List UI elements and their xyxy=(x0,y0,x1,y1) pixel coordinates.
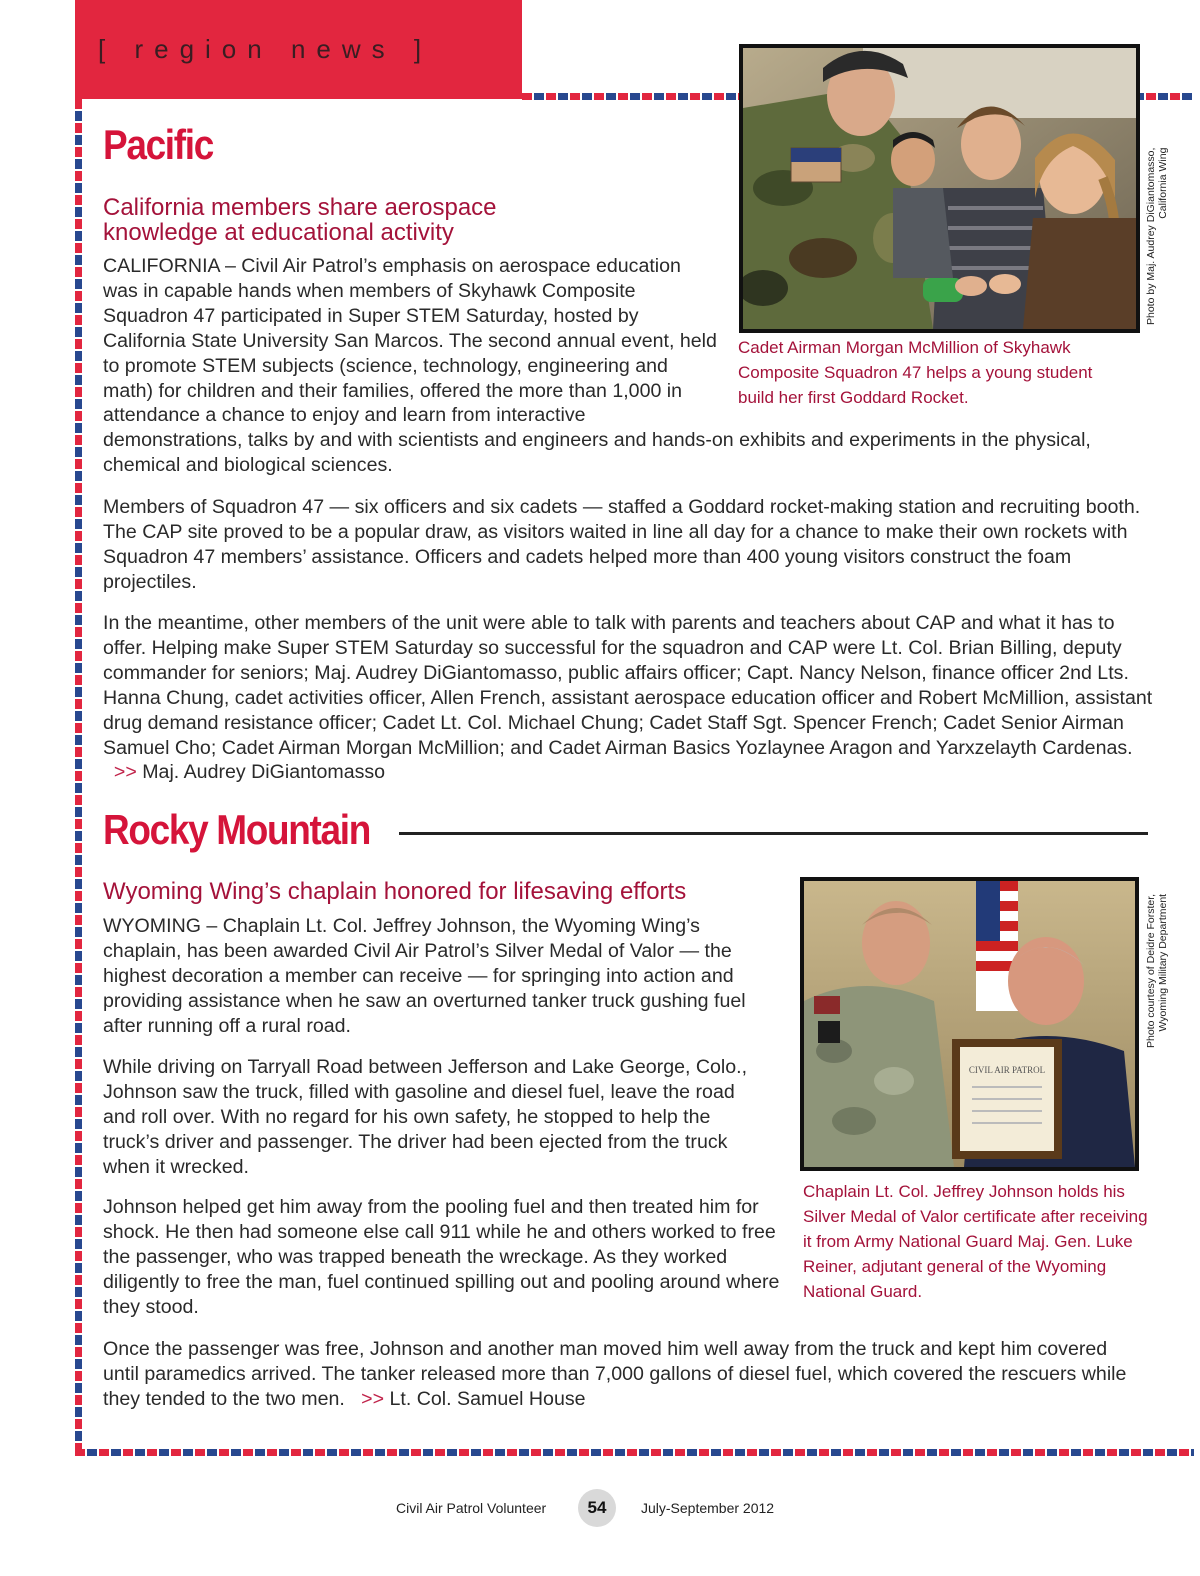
pacific-paragraph-1-wrapped xyxy=(103,254,1103,478)
rocky-paragraph-3: Johnson helped get him away from the pooling fuel and then treated him for shock. He then had someone else call 911 while he and others worked to free the passenger, who was trapped beneath the wreckage. As they worked diligently to free the man, fuel continued spilling out and pooling around where they stood. xyxy=(103,1196,780,1318)
rocky-photo-credit-line1: Photo courtesy of Deidre Forster, xyxy=(1145,893,1157,1048)
rocky-photo xyxy=(800,877,1139,1171)
page-number-badge: 54 xyxy=(578,1489,616,1527)
section-divider-rule xyxy=(399,832,1148,835)
footer-publication: Civil Air Patrol Volunteer xyxy=(396,1500,547,1516)
pacific-byline: Maj. Audrey DiGiantomasso xyxy=(142,761,386,784)
rocky-byline: Lt. Col. Samuel House xyxy=(389,1387,586,1410)
pacific-paragraph-1: CALIFORNIA – Civil Air Patrol’s emphasis on aerospace education was in capable hands when members of Skyhawk Composite Squadron 47 participated in Super STEM Saturday, hosted by California State University San Marcos. The second annual event, held to promote STEM subjects (science, technology, engineering and math) for children and their families, offered the more than 1,000 in attendance a chance to enjoy and learn from interactive demonstrations, talks by and with scientists and engineers and hands-on exhibits and experiments in the physical, chemical and biological sciences. xyxy=(103,255,1091,477)
left-stripe-border xyxy=(75,99,82,1456)
rocky-byline-arrow: >> xyxy=(361,1387,385,1410)
rocky-headline: Wyoming Wing’s chaplain honored for lifesaving efforts xyxy=(103,878,687,905)
pacific-byline-arrow: >> xyxy=(113,761,137,784)
rocky-paragraph-2: While driving on Tarryall Road between Jefferson and Lake George, Colo., Johnson saw the truck, filled with gasoline and diesel fuel, leave the road and roll over. With no regard for his own safety, he stopped to help the truck’s driver and passenger. The driver had been ejected from the truck when it wrecked. xyxy=(103,1056,748,1178)
pacific-headline-line1: California members share aerospace xyxy=(103,194,497,221)
pacific-paragraph-3-text: In the meantime, other members of the unit were able to talk with parents and teachers about CAP and what it has to offer. Helping make Super STEM Saturday so successful for the squadron and CAP were Lt. Col. Brian Billing, deputy commander for seniors; Maj. Audrey DiGiantomasso, public affairs officer; Capt. Nancy Nelson, finance officer 2nd Lts. Hanna Chung, cadet activities officer, Allen French, assistant aerospace education officer and Robert McMillion, assistant drug demand resistance officer; Cadet Lt. Col. Michael Chung; Cadet Staff Sgt. Spencer French; Cadet Senior Airman Samuel Cho; Cadet Airman Morgan McMillion; and Cadet Airman Basics Yozlaynee Aragon and Yarxzelayth Cardenas. xyxy=(103,612,1153,759)
pacific-headline-line2: knowledge at educational activity xyxy=(103,219,454,246)
rocky-paragraph-4 xyxy=(103,1337,1138,1412)
section-title-pacific: Pacific xyxy=(103,121,213,168)
certificate-heading: CIVIL AIR PATROL xyxy=(968,1065,1046,1075)
rocky-photo-credit xyxy=(1145,894,1169,1048)
pacific-paragraph-2: Members of Squadron 47 — six officers and six cadets — staffed a Goddard rocket-making station and recruiting booth. The CAP site proved to be a popular draw, as visitors waited in line all day for a chance to make their own rockets with Squadron 47 members’ assistance. Officers and cadets helped more than 400 young visitors construct the foam projectiles. xyxy=(103,496,1141,593)
pacific-photo-credit-line2: California Wing xyxy=(1157,147,1169,219)
pacific-photo-credit xyxy=(1145,148,1169,325)
rocky-paragraph-1: WYOMING – Chaplain Lt. Col. Jeffrey Johnson, the Wyoming Wing’s chaplain, has been awarded Civil Air Patrol’s Silver Medal of Valor — the highest decoration a member can receive — for springing into action and providing assistance when he saw an overturned tanker truck gushing fuel after running off a rural road. xyxy=(103,915,746,1037)
chaplain-award-photo xyxy=(804,881,1135,1167)
section-header-label: [ region news ] xyxy=(98,34,433,64)
pacific-photo-caption: Cadet Airman Morgan McMillion of Skyhawk Composite Squadron 47 helps a young student build her first Goddard Rocket. xyxy=(738,338,1093,407)
pacific-paragraph-3 xyxy=(103,611,1163,785)
rocky-paragraph-4-text: Once the passenger was free, Johnson and another man moved him well away from the truck and kept him covered until paramedics arrived. The tanker released more than 7,000 gallons of diesel fuel, which covered the rescuers while they tended to the two men. xyxy=(103,1338,1127,1410)
rocky-photo-credit-line2: Wyoming Military Department xyxy=(1157,893,1169,1032)
section-title-rocky-mountain: Rocky Mountain xyxy=(103,806,370,853)
rocky-photo-caption: Chaplain Lt. Col. Jeffrey Johnson holds his Silver Medal of Valor certificate after receiving it from Army National Guard Maj. Gen. Luke Reiner, adjutant general of the Wyoming National Guard. xyxy=(803,1182,1148,1301)
pacific-photo-credit-line1: Photo by Maj. Audrey DiGiantomasso, xyxy=(1145,147,1157,325)
footer-date: July-September 2012 xyxy=(641,1500,775,1516)
bottom-stripe-border xyxy=(75,1449,1194,1456)
pacific-headline xyxy=(103,195,703,245)
